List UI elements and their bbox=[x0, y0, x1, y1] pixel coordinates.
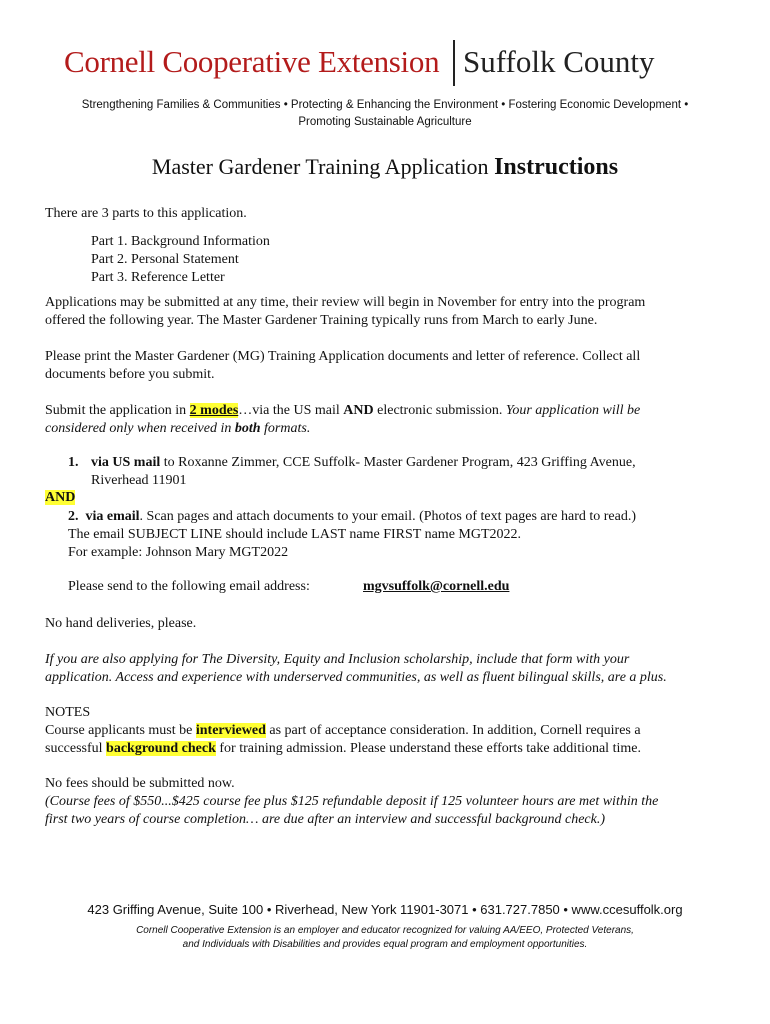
part-item-3: Part 3. Reference Letter bbox=[91, 270, 225, 285]
org-logo-name: Cornell Cooperative Extension bbox=[64, 44, 440, 79]
footer-address: 423 Griffing Avenue, Suite 100 • Riverhead, New York 11901-3071 • 631.727.7850 • www.ccesuffolk.org bbox=[87, 902, 683, 917]
interviewed-highlight: interviewed bbox=[195, 723, 266, 738]
notes-heading: NOTES bbox=[45, 705, 91, 720]
mail-label: via US mail bbox=[91, 455, 161, 470]
fees-line-3: first two years of course completion… are due after an interview and successful background check.) bbox=[45, 812, 606, 827]
email-text: . Scan pages and attach documents to your email. (Photos of text pages are hard to read.) bbox=[139, 509, 636, 524]
mail-line-1 bbox=[91, 454, 636, 472]
mail-text: to Roxanne Zimmer, CCE Suffolk- Master Gardener Program, 423 Griffing Avenue, bbox=[160, 455, 636, 470]
modes-and: AND bbox=[343, 403, 374, 418]
submit-time-line-1: Applications may be submitted at any time, their review will begin in November for entry into the program bbox=[45, 295, 646, 310]
intro-text: There are 3 parts to this application. bbox=[45, 206, 247, 221]
mail-number: 1. bbox=[68, 455, 79, 470]
mail-line-2: Riverhead 11901 bbox=[91, 473, 187, 488]
page-title bbox=[0, 154, 770, 181]
submit-time-line-2: offered the following year. The Master Gardener Training typically runs from March to early June. bbox=[45, 313, 598, 328]
footer-eeo-line-2: and Individuals with Disabilities and provides equal program and employment opportunities. bbox=[182, 939, 588, 950]
logo-divider bbox=[453, 40, 455, 86]
modes-line-1 bbox=[45, 402, 640, 420]
county-name: Suffolk County bbox=[463, 44, 655, 79]
no-hand-deliveries: No hand deliveries, please. bbox=[45, 616, 197, 631]
modes-italic-2-bold: both bbox=[234, 421, 261, 436]
email-send-label: Please send to the following email address: bbox=[68, 579, 310, 594]
modes-line-2 bbox=[45, 420, 310, 438]
email-line-2: The email SUBJECT LINE should include LAST name FIRST name MGT2022. bbox=[68, 527, 522, 542]
part-item-2: Part 2. Personal Statement bbox=[91, 252, 239, 267]
fees-line-1: No fees should be submitted now. bbox=[45, 776, 235, 791]
modes-highlight: 2 modes bbox=[189, 403, 239, 418]
tagline-line-1: Strengthening Families & Communities • Protecting & Enhancing the Environment • Fostering Economic Development • bbox=[81, 99, 689, 111]
modes-italic-1: Your application will be bbox=[505, 403, 641, 418]
and-label: AND bbox=[45, 490, 76, 505]
title-bold: Instructions bbox=[494, 154, 619, 180]
email-number: 2. bbox=[68, 509, 79, 524]
dei-line-1: If you are also applying for The Diversity, Equity and Inclusion scholarship, include that form with your bbox=[45, 652, 630, 667]
notes-line-2: successful background check for training admission. Please understand these efforts take additional time. bbox=[45, 741, 641, 756]
print-line-1: Please print the Master Gardener (MG) Training Application documents and letter of reference. Collect all bbox=[45, 349, 641, 364]
modes-italic-2-pre: considered only when received in bbox=[45, 421, 235, 436]
modes-italic-2-post: formats. bbox=[260, 421, 311, 436]
background-check-highlight: background check bbox=[106, 741, 216, 756]
print-line-2: documents before you submit. bbox=[45, 367, 215, 382]
title-main: Master Gardener Training Application bbox=[151, 154, 495, 179]
part-item-1: Part 1. Background Information bbox=[91, 234, 270, 249]
modes-post: electronic submission. bbox=[373, 403, 506, 418]
tagline-line-2: Promoting Sustainable Agriculture bbox=[298, 116, 472, 128]
email-label: via email bbox=[85, 509, 140, 524]
dei-line-2: application. Access and experience with underserved communities, as well as fluent bilingual skills, are a plus. bbox=[45, 670, 667, 685]
notes-line-1: Course applicants must be interviewed as part of acceptance consideration. In addition, Cornell requires a bbox=[45, 723, 641, 738]
footer-eeo-line-1: Cornell Cooperative Extension is an employer and educator recognized for valuing AA/EEO, Protected Veterans, bbox=[136, 925, 634, 936]
fees-line-2: (Course fees of $550...$425 course fee plus $125 refundable deposit if 125 volunteer hours are met within the bbox=[45, 794, 659, 809]
email-address-link[interactable]: mgvsuffolk@cornell.edu bbox=[363, 579, 510, 594]
email-line-1 bbox=[68, 508, 636, 526]
modes-pre: Submit the application in bbox=[45, 403, 190, 418]
modes-mid: …via the US mail bbox=[238, 403, 344, 418]
email-line-3: For example: Johnson Mary MGT2022 bbox=[68, 545, 289, 560]
